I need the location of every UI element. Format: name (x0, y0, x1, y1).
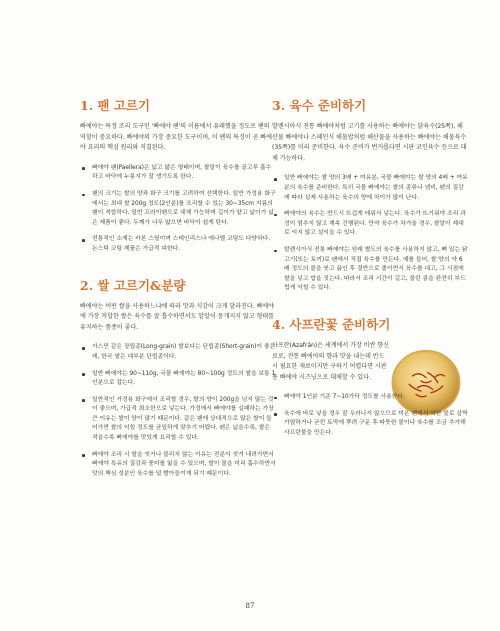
list-item: 팬의 크기는 쌀의 양과 화구 크기를 고려하여 선택한다. 일반 가정용 화구에서는 최대 쌀 200g 정도(2인분)를 조리할 수 있는 30~35cm 지름의 팬이 적합하다. 일반 프라이팬으로 대체 가능하며 깊이가 얕고 넓이가 넓은 제품이 좋다. 두께가 너무 얇으면 바닥이 쉽게 탄다. (80, 190, 276, 228)
list-item: 일반 빠에야는 90~110g, 국물 빠에야는 80~100g 정도의 쌀을 보통 1인분으로 잡는다. (80, 370, 276, 389)
page-number: 87 (245, 602, 255, 610)
right-column (272, 98, 468, 446)
list-item: 자스민 같은 장립종(Long-grain) 쌀보다는 단립종(Short-grain)이 좋은데, 한국 쌀은 대부분 단립종이다. (80, 343, 276, 362)
list-item: 빠에야의 육수는 반드시 뜨겁게 데워서 넣는다. 육수가 뜨거워야 조리 과정이 멈추지 않고 계속 진행된다. 만약 육수가 차가울 경우, 쌀알이 제대로 익지 않고 설익을 수 있다. (272, 210, 468, 239)
list-item: 빠에야 1인분 기준 7~10가닥 정도를 사용한다. (272, 393, 468, 403)
section-intro-saffron: 사프란(Azafrán)은 세계에서 가장 비싼 향신료로, 전통 빠에야의 향과 맛을 내는데 반드시 필요한 재료이지만 구하기 어렵다면 시판용 빠에야 시즈닝으로 대체할 수 있다. (272, 341, 389, 381)
section-intro-pan: 빠에야는 특정 조리 도구인 '빠에야 팬'의 이름에서 유래했을 정도로 팬의 역할이 중요하다. 빠에야의 가장 중요한 도구이며, 이 팬의 특징이 곧 빠에야 요리의 핵심 원리와 직결된다. (80, 123, 272, 152)
list-item: 일반적인 가정용 화구에서 조리할 경우, 쌀의 양이 200g을 넘지 않는 것이 좋으며, 가급적 최소한으로 넣는다. 가정에서 빠에야를 실패하는 가장 큰 이유는 쌀이 양이 많기 때문이다. 같은 팬에 상대적으로 많은 쌀이 들어가면 쌀의 익힘 정도를 균일하게 맞추기 어렵다. 팬은 넓을수록, 쌀은 적을수록 빠에야를 맛있게 요리할 수 있다. (80, 396, 276, 444)
section-intro-stock: 발렌시아식 전통 빠에야처럼 고기를 사용하는 빠에야는 닭육수(25쪽), 해산물 빠에야나 스페인식 해물밥처럼 해산물을 사용하는 빠에야는 해물육수(35쪽)를 미리 준비한다. 육수 준비가 번거롭다면 시판 코인육수 등으로 대체 가능하다. (272, 123, 467, 162)
section-intro-rice: 빠에야는 어떤 쌀을 사용하느냐에 따라 맛과 식감이 크게 달라진다. 빠에야에 가장 적합한 쌀은 육수를 잘 흡수하면서도 알알이 뭉개지지 않고 형태를 유지하는 품종이 좋다. (80, 302, 274, 331)
section-title-rice: 2. 쌀 고르기&분량 (80, 277, 186, 293)
list-item: 육수에 바로 넣을 경우 잘 우러나지 않으므로 미온 팬에서 약한 불로 살짝 가열하거나 굳힌 토막에 뿌려 구운 후 따뜻한 물이나 육수를 조금 추가해 사프란물을 만든다. (272, 410, 468, 439)
list-item: 일반 빠에야는 쌀 양의 3배 + 여유분, 국물 빠에야는 쌀 양의 4배 + 여유분의 육수를 준비한다. 특히 국물 빠에야는 쌀의 종류나 냄비, 팬의 질감에 따라 실제 사용하는 육수의 양에 차이가 많이 난다. (272, 174, 468, 203)
section-title-pan: 1. 팬 고르기 (80, 98, 151, 113)
list-item: 빠에야 팬(Paellera)은 넓고 얇은 형태이며, 쌀알이 육수를 골고루 흡수하고 바닥에 누룽지가 잘 생기도록 한다. (80, 164, 276, 183)
list-item: 전통적인 소재는 카본 스틸이며 스테인리스나 에나멜 코팅도 다양하다. 논스틱 코팅 제품은 가급적 피한다. (80, 235, 276, 254)
section-title-saffron: 4. 사프란꽃 준비하기 (272, 316, 391, 332)
bullet-list-pan (80, 164, 276, 255)
saffron-section (272, 317, 468, 383)
list-item: 빠에야 조리 시 쌀을 씻거나 불리지 않는 이유는 전분이 씻겨 내려가면서 빠에야 특유의 질감과 풍미를 잃을 수 있으며, 쌀이 물을 미리 흡수하면서 맛의 핵심 성분인 육수를 덜 빨아들이게 되기 때문이다. (80, 451, 276, 480)
left-column (80, 98, 276, 486)
list-item: 발렌시아식 전통 빠에야는 원래 별도의 육수를 사용하지 않고, 뼈 있는 닭고기(또는 토끼)로 팬에서 직접 육수를 만든다. 예를 들어, 쌀 양의 약 6배 정도의 물을 붓고 끓인 후 절반으로 졸이면서 육수를 내고, 그 시점에 쌀을 넣고 밥을 짓는다. 따라서 조리 시간이 길고, 불린 콩을 완전히 부드럽게 익힐 수 있다. (272, 246, 468, 294)
section-title-stock: 3. 육수 준비하기 (272, 98, 367, 113)
bullet-list-stock (272, 174, 468, 294)
bullet-list-saffron (272, 393, 468, 438)
bullet-list-rice (80, 343, 276, 479)
